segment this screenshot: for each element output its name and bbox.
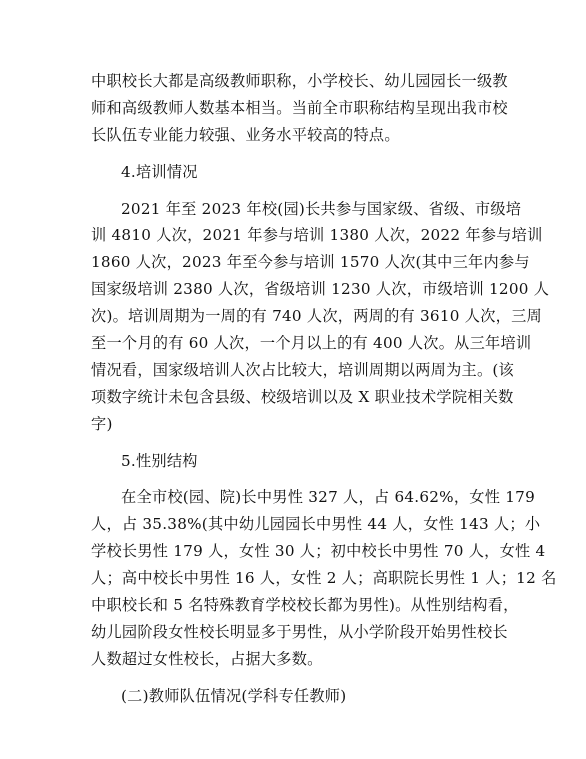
text-line: 人；高中校长中男性 16 人，女性 2 人；高职院长男性 1 人；12 名 (91, 569, 557, 588)
text-line: 字) (91, 414, 113, 433)
text-line: 在全市校(园、院)长中男性 327 人，占 64.62%，女性 179 (121, 488, 535, 507)
text-line: 人，占 35.38%(其中幼儿园园长中男性 44 人，女性 143 人；小 (91, 515, 541, 534)
text-line: 中职校长和 5 名特殊教育学校校长都为男性)。从性别结构看， (91, 596, 519, 615)
paragraph-training (91, 196, 550, 438)
section-heading-training: 4.培训情况 (121, 162, 198, 181)
text-line: 幼儿园阶段女性校长明显多于男性，从小学阶段开始男性校长 (91, 622, 508, 641)
text-line: 情况看，国家级培训人次占比较大，培训周期以两周为主。(该 (91, 360, 514, 379)
section-heading-gender: 5.性别结构 (121, 451, 198, 470)
section-heading-teachers: (二)教师队伍情况(学科专任教师) (121, 686, 347, 705)
text-line: 2021 年至 2023 年校(园)长共参与国家级、省级、市级培 (121, 199, 522, 218)
text-line: 中职校长大都是高级教师职称，小学校长、幼儿园园长一级教 (91, 72, 508, 90)
text-line: 国家级培训 2380 人次，省级培训 1230 人次，市级培训 1200 人 (91, 280, 550, 299)
text-line: 项数字统计未包含县级、校级培训以及 X 职业技术学院相关数 (91, 387, 514, 406)
text-line: 训 4810 人次，2021 年参与培训 1380 人次，2022 年参与培训 (91, 226, 543, 245)
text-line: 学校长男性 179 人，女性 30 人；初中校长中男性 70 人，女性 4 (91, 542, 546, 561)
paragraph-title-structure (91, 68, 526, 149)
text-line: 至一个月的有 60 人次，一个月以上的有 400 人次。从三年培训 (91, 334, 532, 353)
text-line: 人数超过女性校长，占据大多数。 (91, 649, 323, 668)
text-line: 1860 人次，2023 年至今参与培训 1570 人次(其中三年内参与 (91, 253, 530, 272)
text-line: 次)。培训周期为一周的有 740 人次，两周的有 3610 人次，三周 (91, 307, 542, 326)
paragraph-gender (91, 484, 557, 672)
text-line: 长队伍专业能力较强、业务水平较高的特点。 (91, 125, 400, 144)
text-line: 师和高级教师人数基本相当。当前全市职称结构呈现出我市校 (91, 98, 508, 117)
